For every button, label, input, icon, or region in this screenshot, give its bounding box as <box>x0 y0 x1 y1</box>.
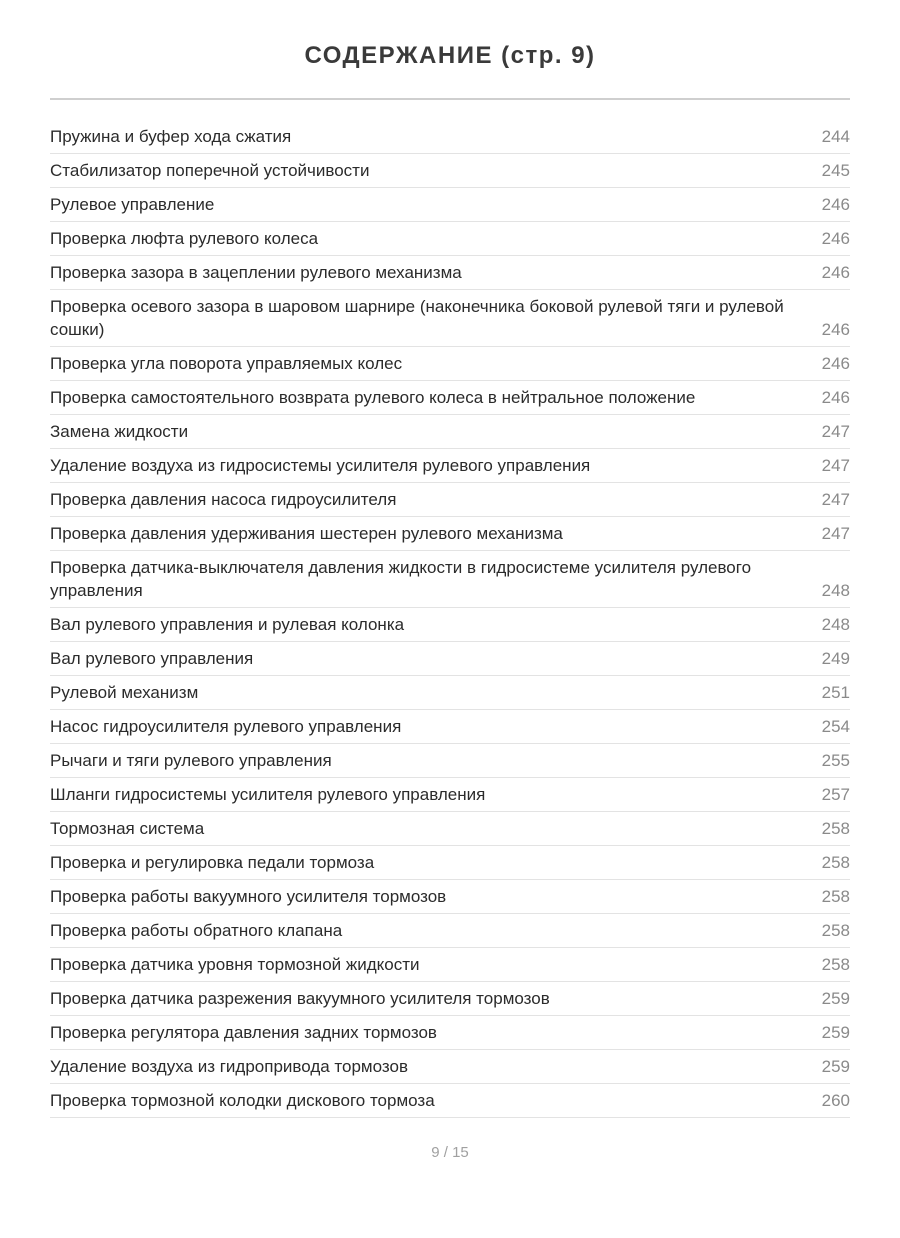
toc-page <box>0 38 900 1162</box>
toc-entry-title: Насос гидроусилителя рулевого управления <box>50 717 402 736</box>
toc-entry <box>50 449 850 483</box>
toc-entry-title: Проверка люфта рулевого колеса <box>50 229 319 248</box>
toc-entry-page: 260 <box>821 1091 850 1110</box>
toc-entry <box>50 517 850 551</box>
toc-entry-title: Стабилизатор поперечной устойчивости <box>50 161 370 180</box>
toc-entry-page: 247 <box>821 490 850 509</box>
toc-entry-title: Замена жидкости <box>50 422 189 441</box>
toc-entry <box>50 812 850 846</box>
toc-entry-title: Проверка работы вакуумного усилителя тормозов <box>50 887 447 906</box>
toc-entry <box>50 483 850 517</box>
toc-entry <box>50 642 850 676</box>
toc-entry-page: 255 <box>821 751 850 770</box>
toc-entry-page: 258 <box>821 955 850 974</box>
toc-entry <box>50 608 850 642</box>
toc-entry <box>50 222 850 256</box>
toc-entry <box>50 982 850 1016</box>
toc-entry-page: 246 <box>821 354 850 373</box>
toc-list <box>50 120 850 1118</box>
toc-entry <box>50 1084 850 1118</box>
title-divider <box>50 98 850 100</box>
toc-entry-page: 247 <box>821 524 850 543</box>
toc-entry <box>50 676 850 710</box>
toc-entry-title: Удаление воздуха из гидропривода тормозов <box>50 1057 408 1076</box>
toc-entry <box>50 710 850 744</box>
toc-entry-title: Проверка давления удерживания шестерен рулевого механизма <box>50 524 563 543</box>
toc-entry-title: Проверка самостоятельного возврата рулевого колеса в нейтральное положение <box>50 388 696 407</box>
toc-entry <box>50 744 850 778</box>
toc-entry-title: Рулевое управление <box>50 195 215 214</box>
toc-entry-title: Проверка датчика разрежения вакуумного усилителя тормозов <box>50 989 550 1008</box>
toc-entry-title: Проверка датчика уровня тормозной жидкости <box>50 955 420 974</box>
toc-entry-title: Вал рулевого управления и рулевая колонка <box>50 615 405 634</box>
toc-entry-title: Удаление воздуха из гидросистемы усилителя рулевого управления <box>50 456 591 475</box>
toc-entry-title: Вал рулевого управления <box>50 649 254 668</box>
toc-entry-page: 248 <box>821 581 850 600</box>
page-indicator: 9 / 15 <box>431 1144 469 1161</box>
toc-entry-title: Проверка зазора в зацеплении рулевого механизма <box>50 263 462 282</box>
toc-entry-title: Рычаги и тяги рулевого управления <box>50 751 332 770</box>
toc-entry <box>50 914 850 948</box>
toc-entry-page: 257 <box>821 785 850 804</box>
toc-entry <box>50 381 850 415</box>
toc-entry-page: 259 <box>821 1057 850 1076</box>
toc-entry <box>50 256 850 290</box>
toc-entry-title: Тормозная система <box>50 819 205 838</box>
toc-entry-page: 247 <box>821 456 850 475</box>
toc-entry-page: 247 <box>821 422 850 441</box>
toc-entry-title: Проверка датчика-выключателя давления жидкости в гидросистеме усилителя рулевого управления <box>50 558 752 600</box>
toc-entry-title: Проверка и регулировка педали тормоза <box>50 853 375 872</box>
toc-entry-title: Проверка регулятора давления задних тормозов <box>50 1023 437 1042</box>
toc-entry <box>50 347 850 381</box>
toc-entry-title: Пружина и буфер хода сжатия <box>50 127 292 146</box>
toc-entry-page: 248 <box>821 615 850 634</box>
toc-entry-page: 258 <box>821 921 850 940</box>
toc-entry-page: 258 <box>821 819 850 838</box>
toc-entry-page: 259 <box>821 989 850 1008</box>
toc-entry-page: 246 <box>821 263 850 282</box>
toc-entry <box>50 551 850 608</box>
toc-entry-title: Проверка давления насоса гидроусилителя <box>50 490 397 509</box>
toc-entry <box>50 188 850 222</box>
toc-entry <box>50 778 850 812</box>
toc-entry-page: 251 <box>821 683 850 702</box>
toc-entry <box>50 880 850 914</box>
toc-entry <box>50 948 850 982</box>
toc-entry <box>50 290 850 347</box>
toc-entry-page: 246 <box>821 195 850 214</box>
toc-entry-page: 246 <box>821 388 850 407</box>
toc-entry <box>50 154 850 188</box>
page-title: СОДЕРЖАНИЕ (стр. 9) <box>304 42 596 69</box>
toc-entry-page: 246 <box>821 320 850 339</box>
toc-entry-page: 246 <box>821 229 850 248</box>
toc-entry-page: 244 <box>821 127 850 146</box>
toc-entry <box>50 120 850 154</box>
toc-entry-title: Шланги гидросистемы усилителя рулевого управления <box>50 785 486 804</box>
toc-entry-title: Рулевой механизм <box>50 683 199 702</box>
toc-entry-page: 254 <box>821 717 850 736</box>
toc-entry <box>50 1050 850 1084</box>
toc-entry <box>50 1016 850 1050</box>
toc-entry-title: Проверка работы обратного клапана <box>50 921 343 940</box>
toc-entry <box>50 415 850 449</box>
toc-entry-page: 258 <box>821 887 850 906</box>
toc-entry-page: 259 <box>821 1023 850 1042</box>
toc-entry-page: 245 <box>821 161 850 180</box>
toc-entry <box>50 846 850 880</box>
toc-entry-page: 258 <box>821 853 850 872</box>
toc-entry-page: 249 <box>821 649 850 668</box>
toc-entry-title: Проверка угла поворота управляемых колес <box>50 354 403 373</box>
toc-entry-title: Проверка осевого зазора в шаровом шарнире (наконечника боковой рулевой тяги и рулевой сошки) <box>50 297 784 339</box>
toc-entry-title: Проверка тормозной колодки дискового тормоза <box>50 1091 435 1110</box>
